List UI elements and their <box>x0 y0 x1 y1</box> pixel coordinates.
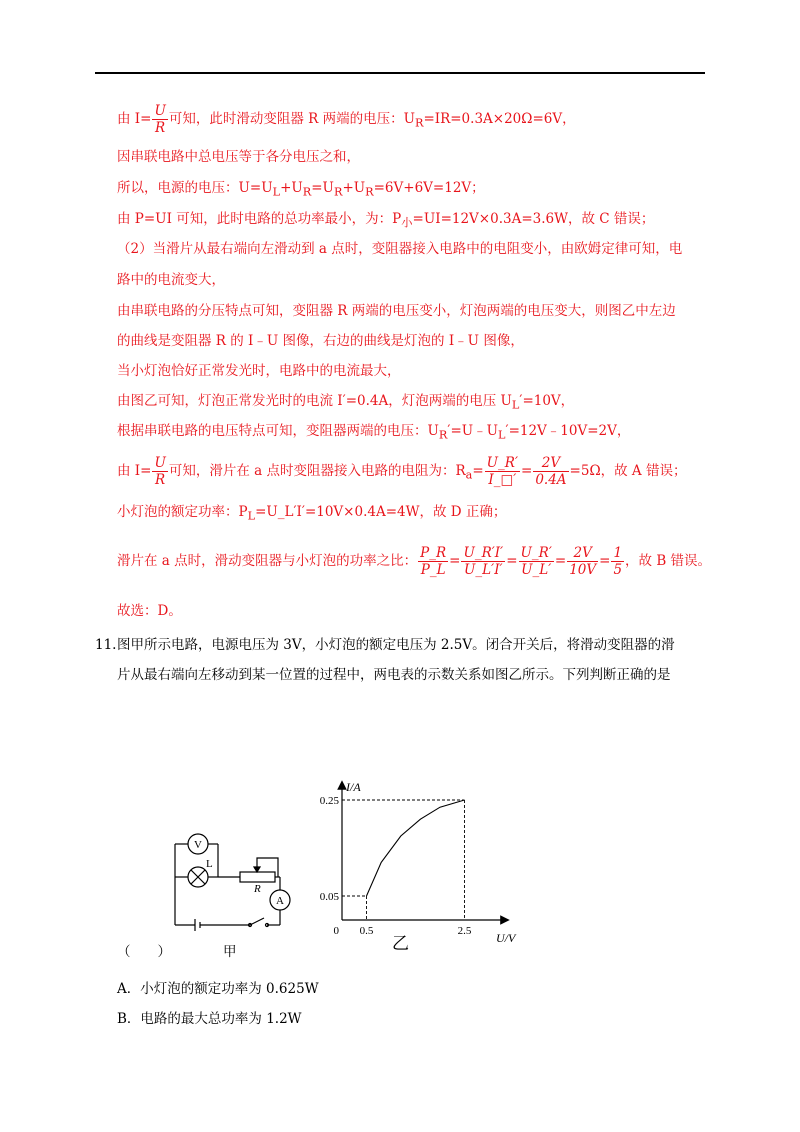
fraction-u-over-r: $\frac{U}{R}$ <box>154 103 166 136</box>
answer-blank: （ ） <box>117 944 171 960</box>
circuit-diagram <box>160 820 300 945</box>
x-axis-label: U/V <box>496 931 516 945</box>
solution-line-10: 由图乙可知，灯泡正常发光时的电流 I′=0.4A，灯泡两端的电压 $U_L'=10V$， <box>117 393 575 412</box>
solution-line-7: 由串联电路的分压特点可知，变阻器 R 两端的电压变小，灯泡两端的电压变大，则图乙中左边 <box>117 303 676 319</box>
option-b: B．电路的最大总功率为 1.2W <box>117 1011 302 1027</box>
solution-line-12: 由 I= $\frac{U}{R}$ 可知，滑片在 a 点时变阻器接入电路的电阻为：$R_a=$ $\frac{U\_R'}{I\_□'}$ = $\frac{2V}{0.4A}$ =5Ω，故 A 错误； <box>117 455 687 488</box>
question-line-1: 图甲所示电路，电源电压为 3V，小灯泡的额定电压为 2.5V。闭合开关后，将滑动变阻器的滑 <box>117 637 675 653</box>
lamp-label: L <box>206 858 213 870</box>
question-line-2: 片从最右端向左移动到某一位置的过程中，两电表的示数关系如图乙所示。下列判断正确的是 <box>117 667 671 683</box>
solution-line-11: 根据串联电路的电压特点可知，变阻器两端的电压：$U_R'=U﹣U_L'=12V﹣10V=2V$， <box>117 423 631 442</box>
solution-line-13: 小灯泡的额定功率：$P_L=U\_L'I'=10V\times 0.4A=4W$，故 D 正确； <box>117 504 507 523</box>
fig-yi-label: 乙 <box>392 934 409 954</box>
x-tick-label: 2.5 <box>457 925 472 937</box>
solution-line-3: 所以，电源的电压：$U=U_L+U_R=U_R+U_R=6V+6V=12V$； <box>117 180 485 199</box>
x-tick-label: 0 <box>333 925 339 937</box>
solution-line-4: 由 P=UI 可知，此时电路的总功率最小，为：$P_小=UI=12V\times 0.3A=3.6W$，故 C 错误； <box>117 211 655 230</box>
solution-line-9: 当小灯泡恰好正常发光时，电路中的电流最大， <box>117 363 401 379</box>
header-rule <box>95 72 705 74</box>
y-tick-label: 0.25 <box>320 795 339 807</box>
solution-line-6: 路中的电流变大， <box>117 272 225 288</box>
answer-line: 故选：D。 <box>117 603 182 619</box>
y-axis-label: I/A <box>346 780 361 794</box>
x-tick-label: 0.5 <box>359 925 374 937</box>
fig-jia-label: 甲 <box>223 944 237 960</box>
solution-line-5: （2）当滑片从最右端向左滑动到 a 点时，变阻器接入电路中的电阻变小，由欧姆定律可知，电 <box>117 241 683 257</box>
rheostat-label: R <box>254 883 261 895</box>
solution-line-8: 的曲线是变阻器 R 的 I﹣U 图像，右边的曲线是灯泡的 I﹣U 图像， <box>117 333 524 349</box>
solution-line-14: 滑片在 a 点时，滑动变阻器与小灯泡的功率之比： $\frac{P\_R}{P\_L}$ = $\frac{U\_R'I'}{U\_L'I'}$ = $\frac{U\_R'}{U\_L'}$ = $\frac{2V}{10V}$ = $\frac{1}{5}$ ，故 B 错误。 <box>117 545 712 578</box>
option-a: A．小灯泡的额定功率为 0.625W <box>117 981 319 997</box>
question-number: 11. <box>95 637 117 653</box>
y-tick-label: 0.05 <box>320 891 339 903</box>
solution-line-2: 因串联电路中总电压等于各分电压之和， <box>117 149 360 165</box>
iu-graph <box>320 775 540 950</box>
series-curve <box>367 800 465 896</box>
voltmeter-label: V <box>194 839 202 851</box>
solution-line-1: 由 I= $\frac{U}{R}$ 可知，此时滑动变阻器 R 两端的电压：$U_R=IR=0.3A\times 20\Omega=6V$， <box>117 103 576 136</box>
ammeter-label: A <box>276 895 284 907</box>
